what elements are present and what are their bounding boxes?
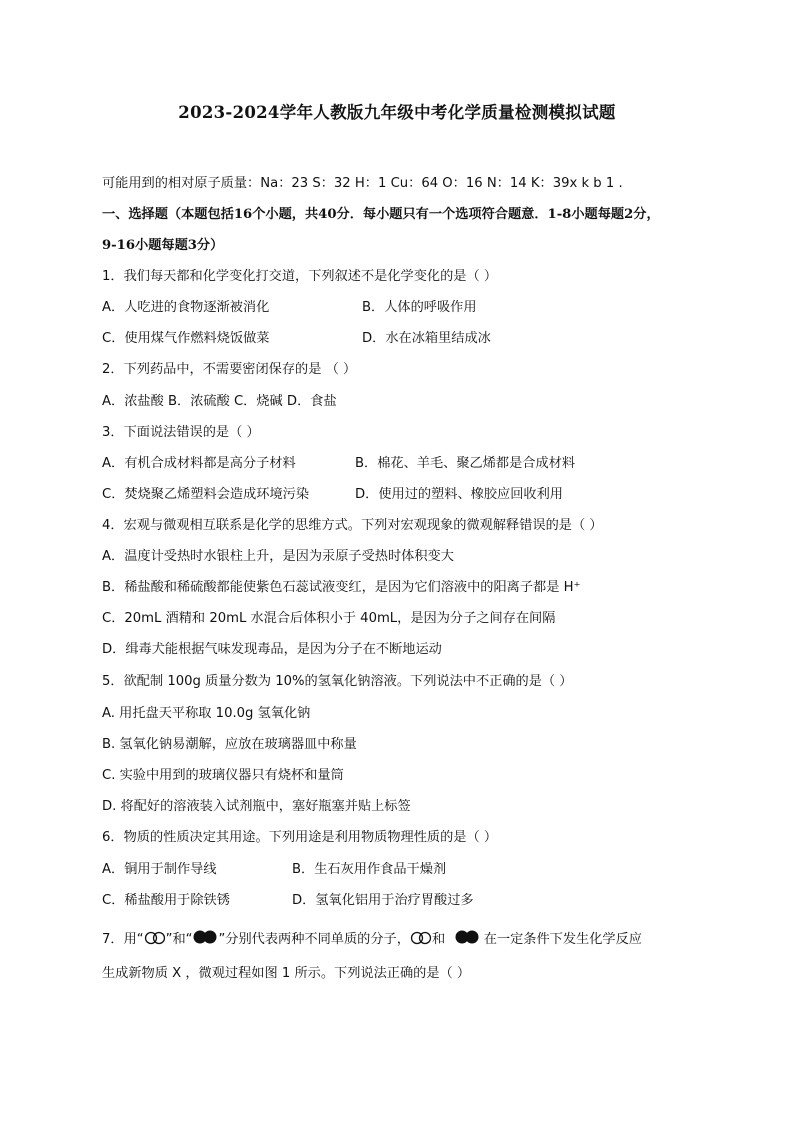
question-4-option-a: A．温度计受热时水银柱上升，是因为汞原子受热时体积变大 [102, 549, 454, 564]
question-5-stem: 5．欲配制 100g 质量分数为 10%的氢氧化钠溶液。下列说法中不正确的是（ ） [102, 674, 573, 689]
question-3-option-d: D．使用过的塑料、橡胶应回收利用 [355, 487, 563, 502]
section-heading-line2: 9-16小题每题3分） [102, 238, 224, 253]
question-3-option-c: C．焚烧聚乙烯塑料会造成环境污染 [102, 487, 310, 502]
question-7-text-1: 7．用“ [102, 932, 144, 947]
solid-molecule-icon [192, 929, 218, 945]
atomic-masses-note: 可能用到的相对原子质量：Na：23 S：32 H：1 Cu：64 O：16 N：14 K：39x k b 1 . [102, 176, 623, 191]
question-4-stem: 4．宏观与微观相互联系是化学的思维方式。下列对宏观现象的微观解释错误的是（ ） [102, 518, 603, 533]
question-6-option-c: C．稀盐酸用于除铁锈 [102, 893, 230, 908]
question-1-option-b: B．人体的呼吸作用 [362, 300, 477, 315]
question-4-option-b: B．稀盐酸和稀硫酸都能使紫色石蕊试液变红，是因为它们溶液中的阳离子都是 H⁺ [102, 580, 581, 595]
hollow-molecule-icon [144, 931, 166, 945]
question-1-stem: 1．我们每天都和化学变化打交道，下列叙述不是化学变化的是（ ） [102, 269, 498, 284]
question-2-options: A．浓盐酸 B．浓硫酸 C．烧碱 D．食盐 [102, 394, 337, 409]
question-5-option-b: B. 氢氧化钠易潮解，应放在玻璃器皿中称量 [102, 737, 357, 752]
page-title: 2023-2024学年人教版九年级中考化学质量检测模拟试题 [178, 103, 616, 122]
question-5-option-c: C. 实验中用到的玻璃仪器只有烧杯和量筒 [102, 768, 344, 783]
question-7-stem [102, 928, 642, 947]
question-1-option-a: A．人吃进的食物逐渐被消化 [102, 300, 270, 315]
question-2-stem: 2．下列药品中，不需要密闭保存的是 （ ） [102, 362, 357, 377]
question-7-text-5: 在一定条件下发生化学反应 [483, 932, 642, 947]
hollow-molecule-icon [410, 931, 432, 945]
question-5-option-d: D. 将配好的溶液装入试剂瓶中，塞好瓶塞并贴上标签 [102, 799, 411, 814]
question-7-line-2: 生成新物质 X ，微观过程如图 1 所示。下列说法正确的是（ ） [102, 966, 471, 981]
question-6-option-a: A．铜用于制作导线 [102, 862, 217, 877]
question-3-option-a: A．有机合成材料都是高分子材料 [102, 456, 296, 471]
question-5-option-a: A. 用托盘天平称取 10.0g 氢氧化钠 [102, 706, 311, 721]
section-heading-line1: 一、选择题（本题包括16个小题，共40分．每小题只有一个选项符合题意．1-8小题每题2分， [102, 207, 660, 222]
question-3-option-b: B．棉花、羊毛、聚乙烯都是合成材料 [355, 456, 576, 471]
solid-molecule-icon [454, 929, 480, 945]
question-7-text-3: ”分别代表两种不同单质的分子， [218, 932, 410, 947]
question-6-stem: 6．物质的性质决定其用途。下列用途是利用物质物理性质的是（ ） [102, 830, 498, 845]
question-6-option-d: D．氢氧化铝用于治疗胃酸过多 [292, 893, 474, 908]
question-3-stem: 3．下面说法错误的是（ ） [102, 425, 260, 440]
question-7-text-2: ”和“ [165, 932, 193, 947]
question-6-option-b: B．生石灰用作食品干燥剂 [292, 862, 447, 877]
question-4-option-c: C．20mL 酒精和 20mL 水混合后体积小于 40mL，是因为分子之间存在间隔 [102, 611, 556, 626]
question-7-text-4: 和 [431, 932, 446, 947]
question-1-option-d: D．水在冰箱里结成冰 [362, 331, 491, 346]
question-4-option-d: D．缉毒犬能根据气味发现毒品，是因为分子在不断地运动 [102, 642, 442, 657]
question-1-option-c: C．使用煤气作燃料烧饭做菜 [102, 331, 270, 346]
